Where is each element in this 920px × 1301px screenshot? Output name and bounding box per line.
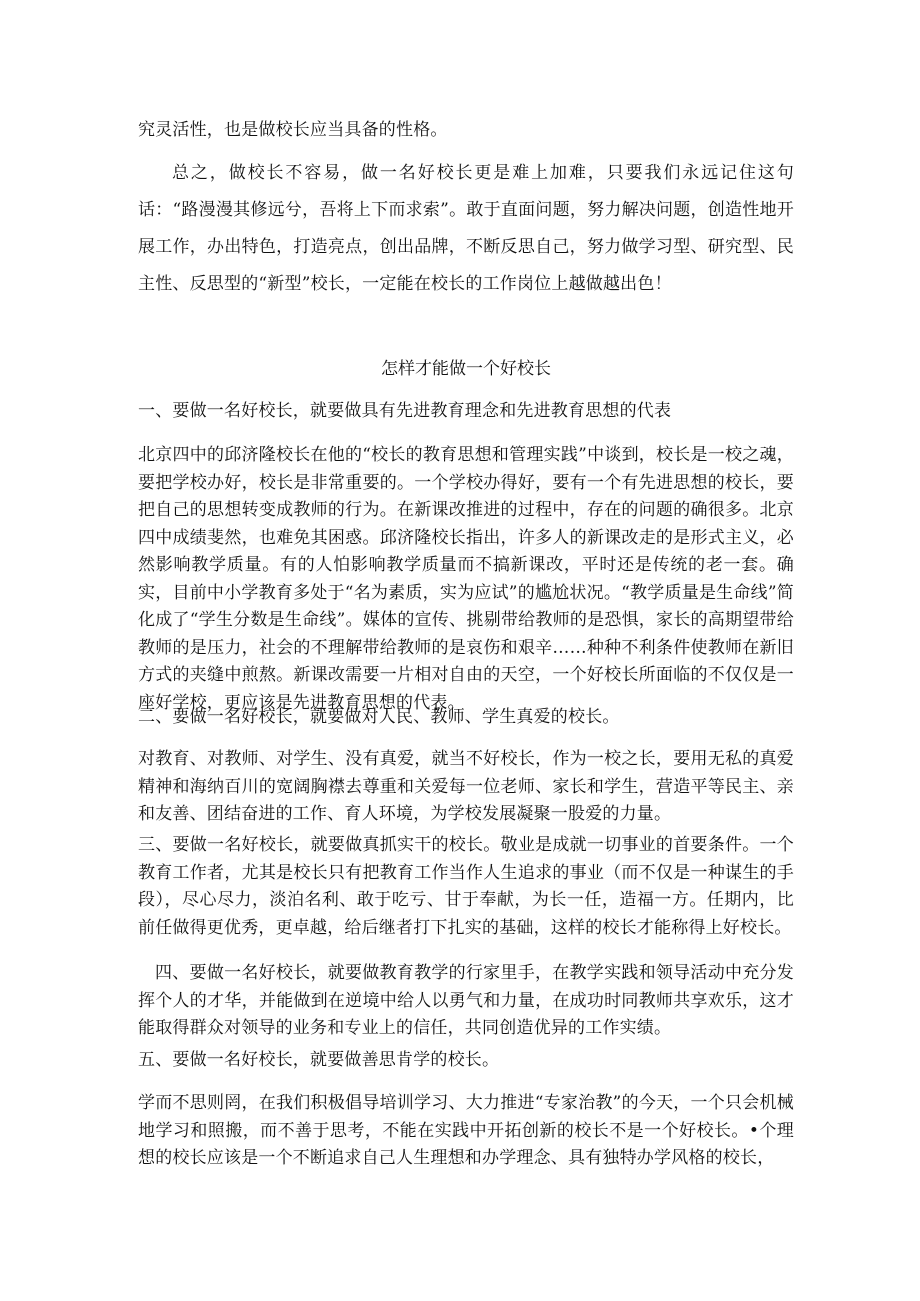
section-heading-2: 二、要做一名好校长，就要做对人民、教师、学生真爱的校长。 <box>138 707 620 727</box>
section-heading-1: 一、要做一名好校长，就要做具有先进教育理念和先进教育思想的代表 <box>138 401 672 421</box>
paragraph-continuation: 究灵活性，也是做校长应当具备的性格。 <box>138 120 448 140</box>
section-heading-5: 五、要做一名好校长，就要做善思肯学的校长。 <box>138 1050 500 1070</box>
section-body-2: 对教育、对教师、对学生、没有真爱，就当不好校长，作为一校之长，要用无私的真爱精神和海纳百川的宽阔胸襟去尊重和关爱每一位老师、家长和学生，营造平等民主、亲和友善、团结奋进的工作、育人环境，为学校发展凝聚一股爱的力量。 <box>138 749 794 824</box>
paragraph-conclusion: 总之，做校长不容易，做一名好校长更是难上加难，只要我们永远记住这句话：“路漫漫其修远兮，吾将上下而求索”。敢于直面问题，努力解决问题，创造性地开展工作，办出特色，打造亮点，创出品牌，不断反思自己，努力做学习型、研究型、民主性、反思型的“新型”校长，一定能在校长的工作岗位上越做越出色！ <box>138 163 794 294</box>
section-paragraph-3: 三、要做一名好校长，就要做真抓实干的校长。敬业是成就一切事业的首要条件。一个教育工作者，尤其是校长只有把教育工作当作人生追求的事业（而不仅是一种谋生的手段），尽心尽力，淡泊名利、敢于吃亏、甘于奉献，为长一任，造福一方。任期内，比前任做得更优秀，更卓越，给后继者打下扎实的基础，这样的校长才能称得上好校长。 <box>138 835 794 938</box>
section-body-1: 北京四中的邱济隆校长在他的“校长的教育思想和管理实践”中谈到，校长是一校之魂，要把学校办好，校长是非常重要的。一个学校办得好，要有一个有先进思想的校长，要把自己的思想转变成教师的行为。在新课改推进的过程中，存在的问题的确很多。北京四中成绩斐然，也难免其困惑。邱济隆校长指出，许多人的新课改走的是形式主义，必然影响教学质量。有的人怕影响教学质量而不搞新课改，平时还是传统的老一套。确实，目前中小学教育多处于“名为素质，实为应试”的尴尬状况。“教学质量是生命线”简化成了“学生分数是生命线”。媒体的宣传、挑剔带给教师的是恐惧，家长的高期望带给教师的是压力，社会的不理解带给教师的是哀伤和艰辛……种种不利条件使教师在新旧方式的夹缝中煎熬。新课改需要一片相对自由的天空，一个好校长所面临的不仅仅是一座好学校，更应该是先进教育思想的代表。 <box>138 445 794 713</box>
article-title: 怎样才能做一个好校长 <box>381 359 551 379</box>
section-paragraph-4: 四、要做一名好校长，就要做教育教学的行家里手，在教学实践和领导活动中充分发挥个人的才华，并能做到在逆境中给人以勇气和力量，在成功时同教师共享欢乐，这才能取得群众对领导的业务和专业上的信任，共同创造优异的工作实绩。 <box>138 963 794 1038</box>
section-body-5: 学而不思则罔，在我们积极倡导培训学习、大力推进“专家治教”的今天，一个只会机械地学习和照搬，而不善于思考，不能在实践中开拓创新的校长不是一个好校长。•个理想的校长应该是一个不断追求自己人生理想和办学理念、具有独特办学风格的校长， <box>138 1093 794 1168</box>
